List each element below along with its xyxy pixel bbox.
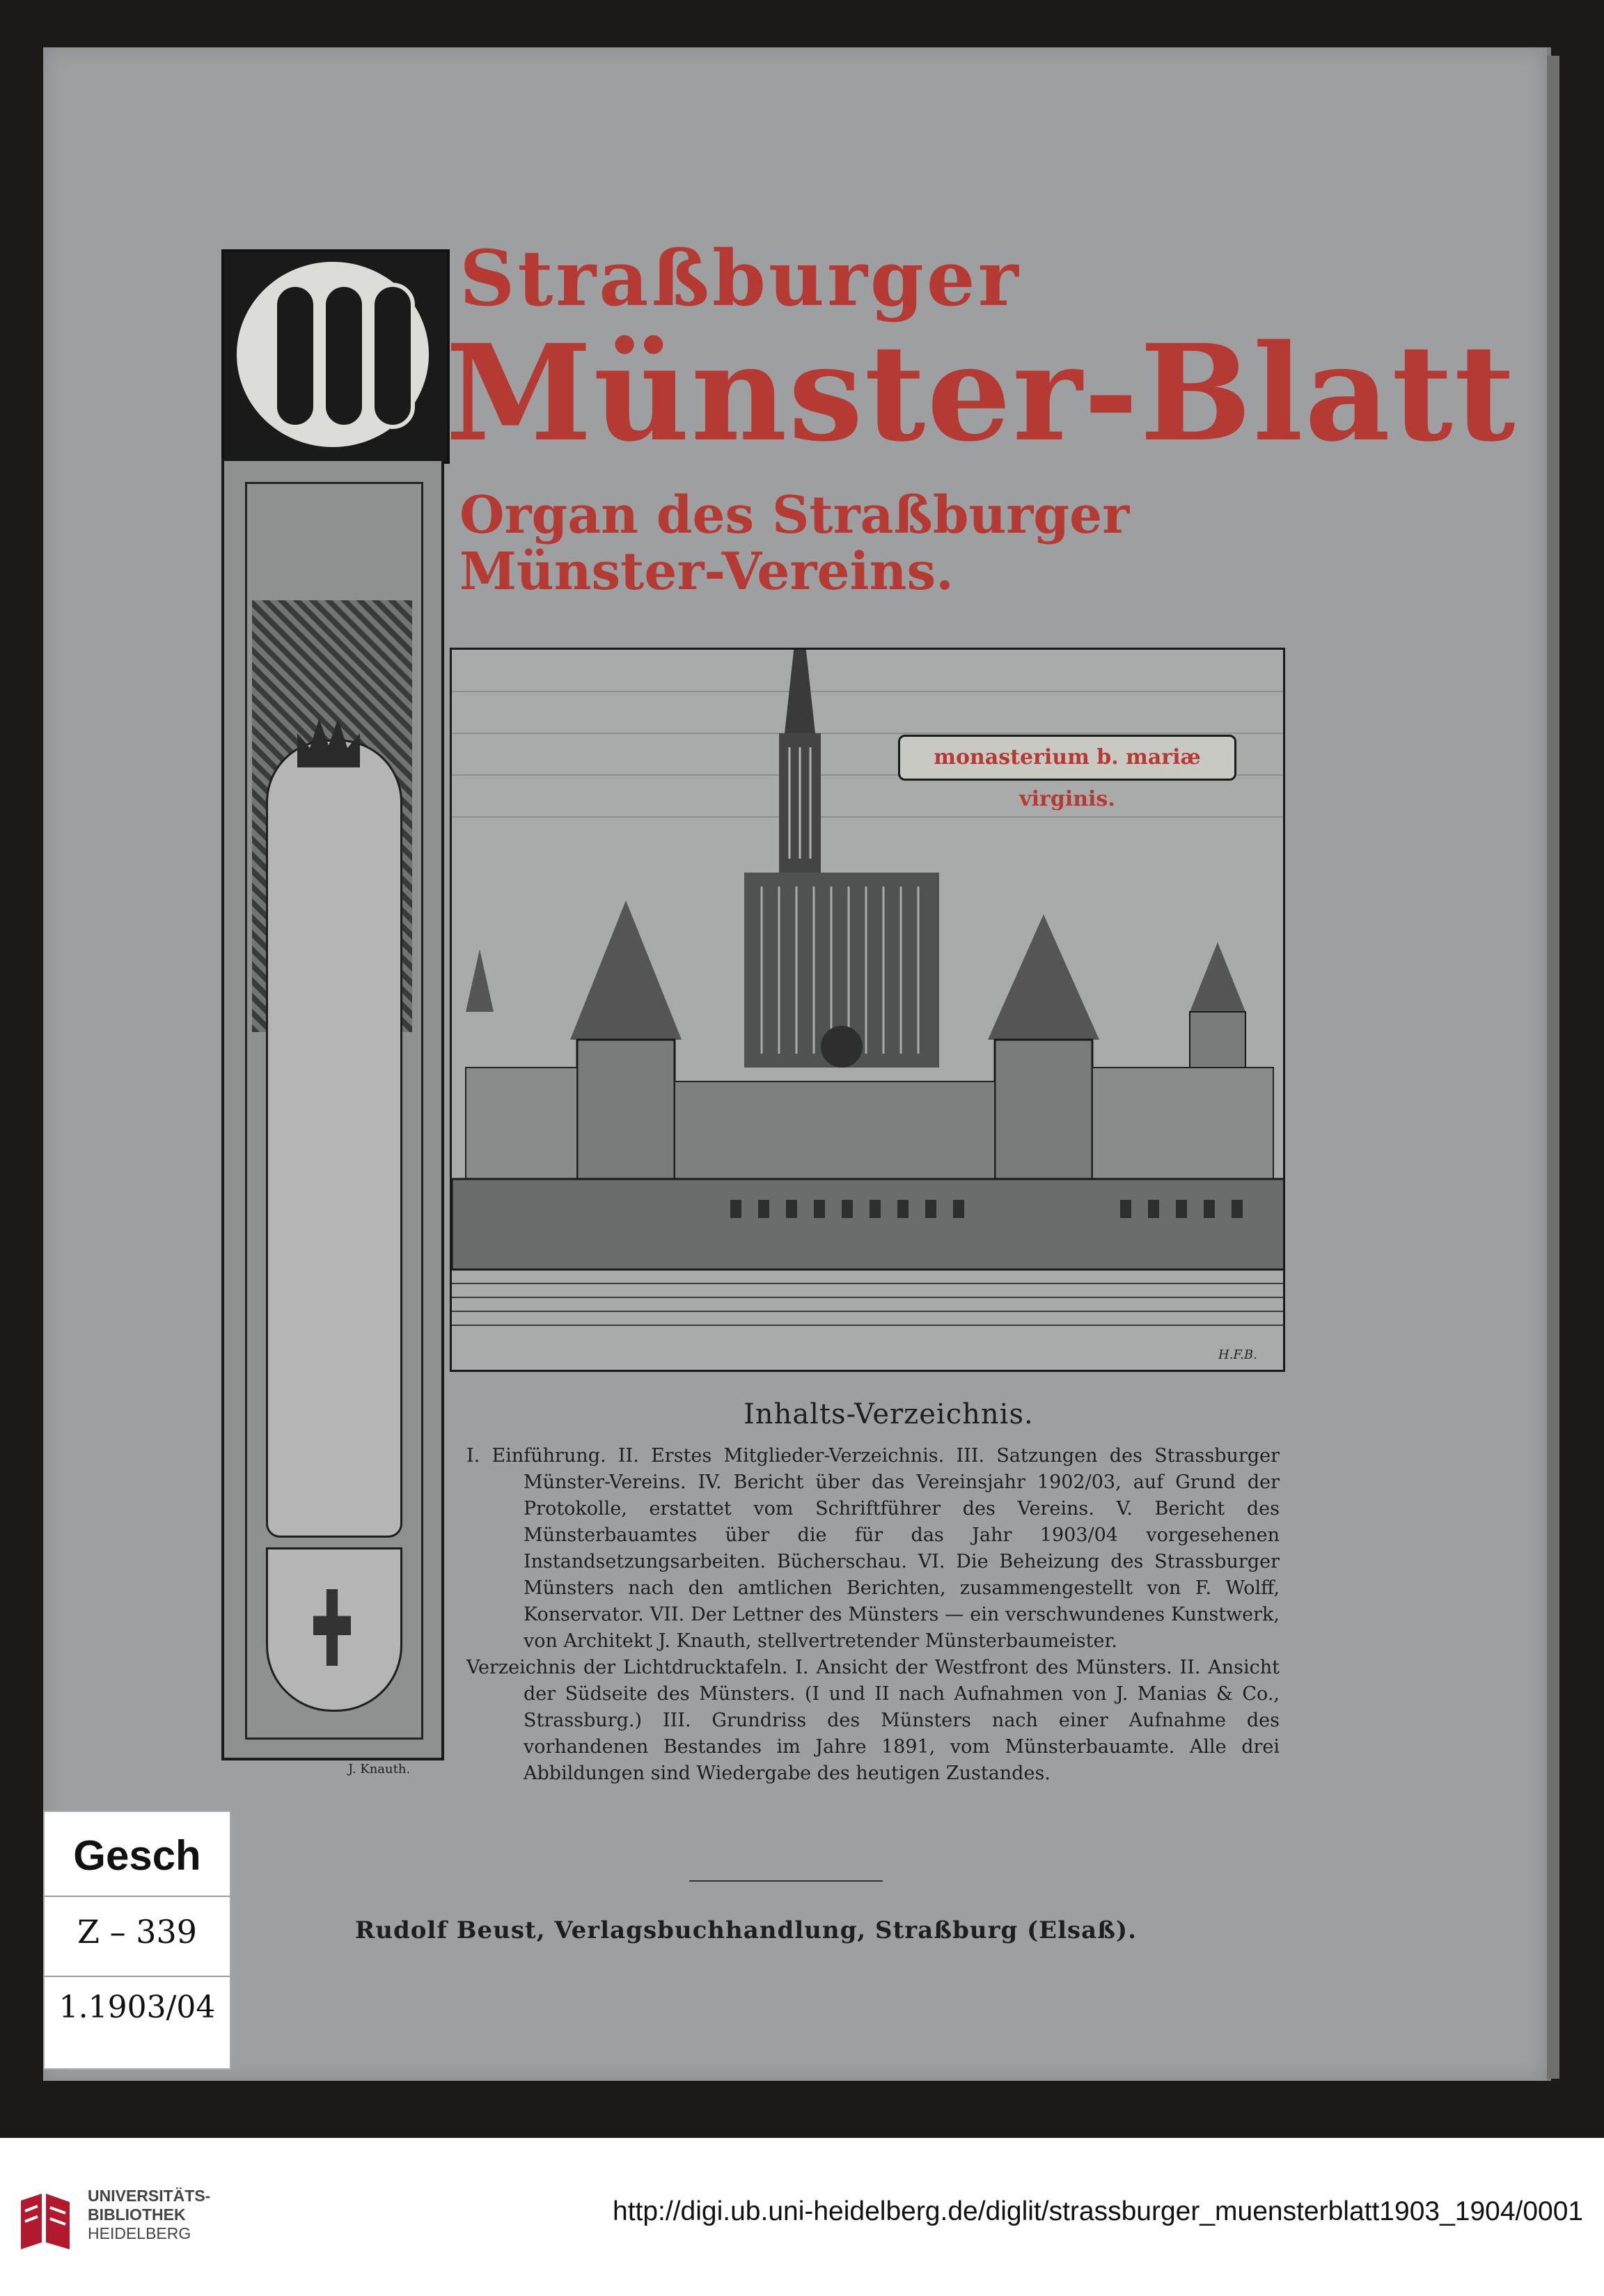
initial-m-ornament [221, 249, 450, 464]
label-divider [45, 1976, 230, 1977]
label-divider [45, 1896, 230, 1897]
contents-paragraph-1: I. Einführung. II. Erstes Mitglieder-Verzeichnis. III. Satzungen des Strassburger Münster-Vereins. IV. Bericht über das Vereinsjahr 1902/03, auf Grund der Protokolle, erstattet vom Schriftführer des Vereins. V. Bericht des Münsterbauamtes über die für das Jahr 1903/04 vorgesehenen Instandsetzungsarbeiten. Bücherschau. VI. Die Beheizung des Strassburger Münsters nach den amtlichen Berichten, zusammengestellt von F. Wolff, Konservator. VII. Der Lettner des Münsters — ein verschwundenes Kunstwerk, von Architekt J. Knauth, stellvertretender Münsterbaumeister. [466, 1445, 1280, 1652]
divider-rule [689, 1880, 883, 1882]
initial-stem-center [322, 283, 366, 429]
contents-paragraph-2: Verzeichnis der Lichtdrucktafeln. I. Ansicht der Westfront des Münsters. II. Ansicht der Südseite des Münsters. (I und II nach Aufnahmen von J. Manias & Co., Strassburg.) III. Grundriss des Münsters nach einer Aufnahme des vorhandenen Bestandes im Jahre 1891, vom Münsterbauamte. Alle drei Abbildungen sind Wiedergabe des heutigen Zustandes. [466, 1657, 1280, 1784]
cover-spine-edge [1547, 56, 1559, 2079]
initial-stem-left [273, 283, 317, 429]
label-shelfmark: Z – 339 [77, 1913, 197, 1951]
label-subject: Gesch [73, 1832, 201, 1879]
initial-stem-right [370, 283, 415, 429]
institution-line: HEIDELBERG [88, 2224, 191, 2242]
title-line-2: Münster-Blatt [446, 315, 1517, 471]
title-line-1: Straßburger [459, 233, 1021, 323]
publisher-imprint: Rudolf Beust, Verlagsbuchhandlung, Straßburg (Elsaß). [355, 1916, 1137, 1944]
library-call-number-label [43, 1811, 231, 2070]
illustration-monogram: H.F.B. [1218, 1348, 1257, 1362]
permalink-url[interactable]: http://digi.ub.uni-heidelberg.de/diglit/strassburger_muensterblatt1903_1904/0001 [613, 2196, 1584, 2226]
madonna-ornament-panel [221, 458, 444, 1760]
contents-text [466, 1443, 1280, 1787]
digitization-footer [0, 2138, 1604, 2296]
institution-line: UNIVERSITÄTS- [88, 2187, 211, 2205]
university-library-logo-icon [21, 2194, 70, 2249]
institution-name [88, 2187, 210, 2243]
subtitle: Organ des Straßburger Münster-Vereins. [459, 485, 1130, 602]
madonna-figure [266, 740, 402, 1538]
panel-signature: J. Knauth. [348, 1762, 411, 1776]
institution-line: BIBLIOTHEK [88, 2205, 186, 2224]
label-volume: 1.1903/04 [58, 1990, 216, 2025]
contents-title: Inhalts-Verzeichnis. [744, 1398, 1034, 1430]
illustration-scroll-banner: monasterium b. mariæ virginis. [898, 735, 1236, 781]
